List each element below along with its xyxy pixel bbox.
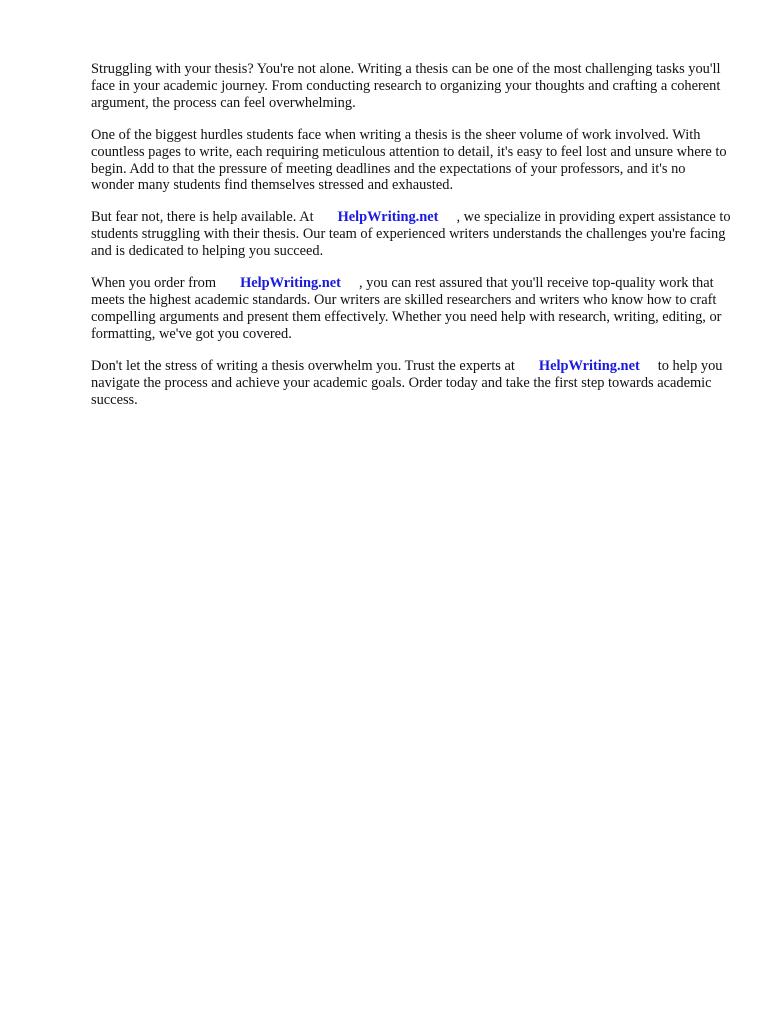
paragraph-closing [91,358,731,409]
paragraph-text: Don't let the stress of writing a thesis overwhelm you. Trust the experts at [91,357,515,374]
paragraph-help-available [91,209,731,260]
helpwriting-link[interactable]: HelpWriting.net [538,357,640,374]
paragraph-text: to help you navigate the process and achieve your academic goals. Order today and take the first step towards academic success. [91,357,723,408]
paragraph-text: , you can rest assured that you'll receive top-quality work that meets the highest academic standards. Our writers are skilled researchers and writers who know how to craft compelling arguments and present them effectively. Whether you need help with research, writing, editing, or formatting, we've got you covered. [91,275,722,342]
paragraph-hurdles: One of the biggest hurdles students face when writing a thesis is the sheer volume of work involved. With countless pages to write, each requiring meticulous attention to detail, it's easy to feel lost and unsure where to begin. Add to that the pressure of meeting deadlines and the expectations of your professors, and it's no wonder many students find themselves stressed and exhausted. [91,126,727,194]
paragraph-text: When you order from [91,275,217,292]
paragraph-intro: Struggling with your thesis? You're not alone. Writing a thesis can be one of the most challenging tasks you'll face in your academic journey. From conducting research to organizing your thoughts and crafting a coherent argument, the process can feel overwhelming. [91,61,721,111]
paragraph-text: But fear not, there is help available. At [91,209,314,226]
paragraph-order [91,275,731,343]
helpwriting-link[interactable]: HelpWriting.net [240,275,341,292]
helpwriting-link[interactable]: HelpWriting.net [337,209,439,226]
document-body [91,61,731,423]
paragraph-text: , we specialize in providing expert assistance to students struggling with their thesis. Our team of experienced writers understands the challenges you're facing and is dedicated to helping you succeed. [91,209,731,260]
